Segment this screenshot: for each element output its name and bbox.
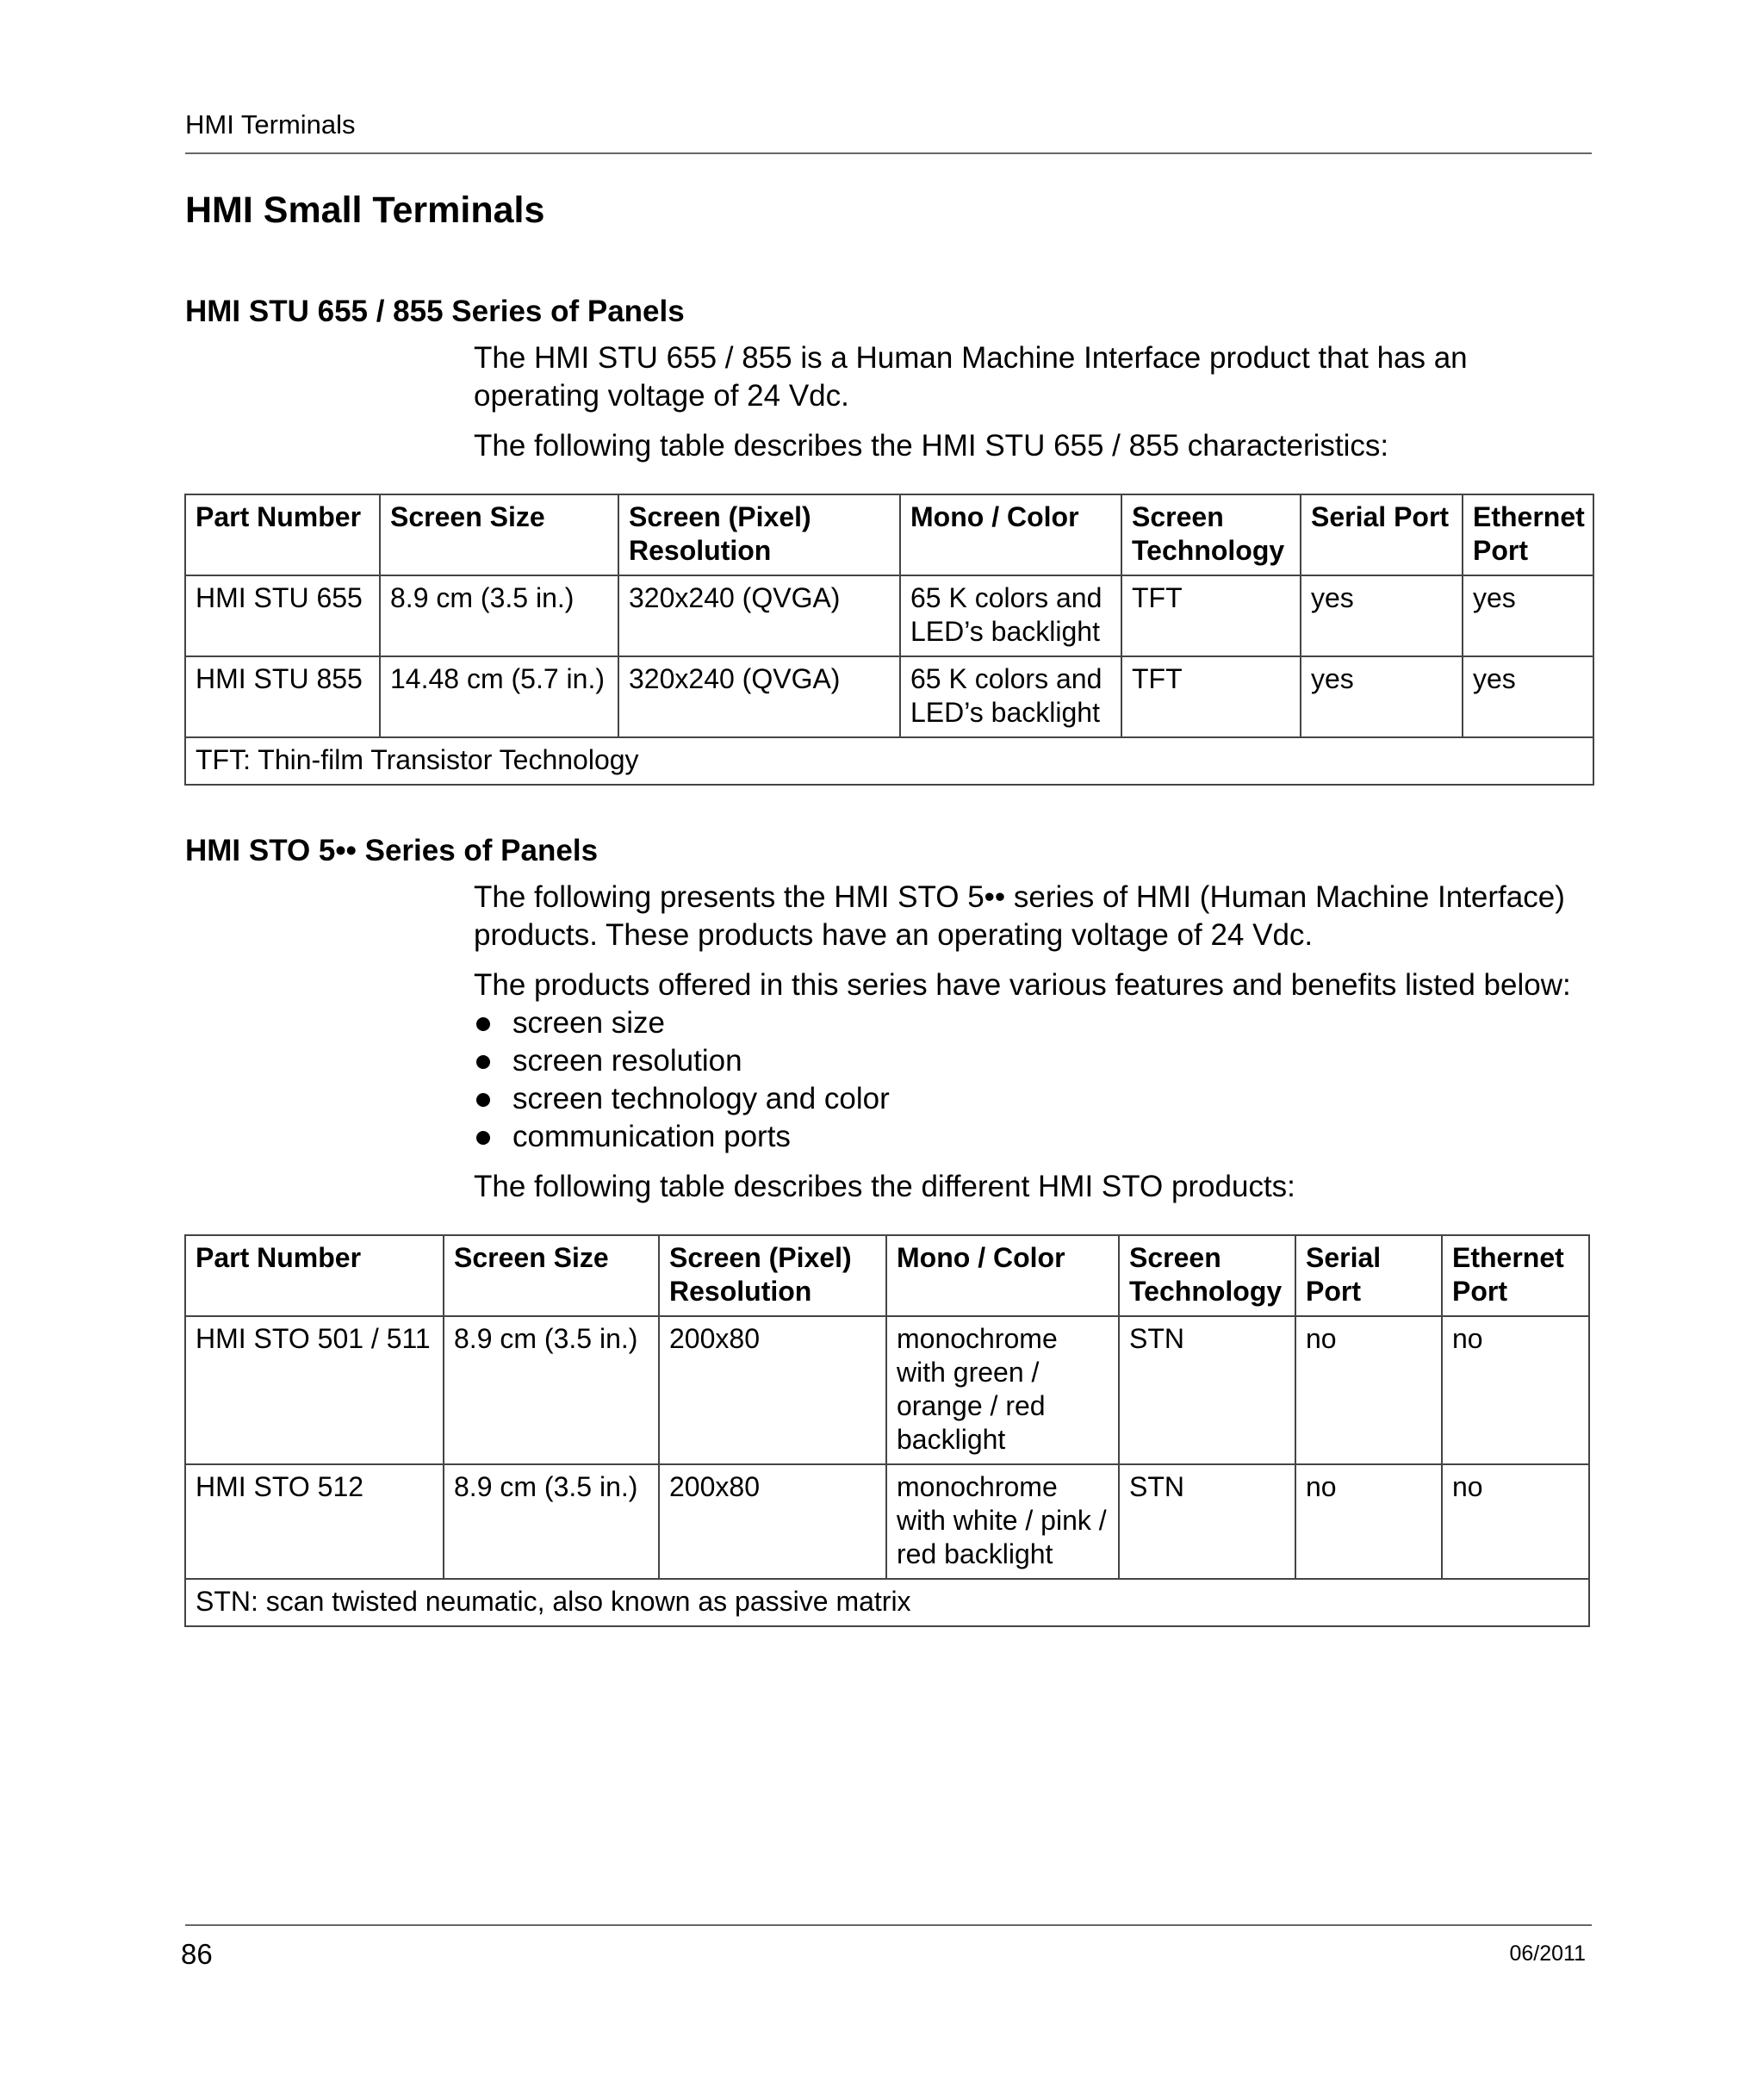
- sto-paragraph: The following presents the HMI STO 5•• series of HMI (Human Machine Interface) products. These products have an operating voltage of 24 Vdc.: [474, 880, 1565, 952]
- stu-paragraph: The following table describes the HMI STU 655 / 855 characteristics:: [474, 429, 1389, 463]
- table-cell: TFT: [1121, 575, 1301, 656]
- table-cell: 320x240 (QVGA): [618, 656, 900, 737]
- table-cell: 8.9 cm (3.5 in.): [380, 575, 618, 656]
- table-cell: 200x80: [659, 1316, 886, 1464]
- bullet-icon: [476, 1093, 490, 1107]
- table-header-row: [185, 494, 1593, 575]
- table-footnote: TFT: Thin-film Transistor Technology: [185, 737, 1593, 785]
- list-item-text: screen resolution: [512, 1044, 742, 1078]
- table-cell: HMI STO 512: [185, 1464, 444, 1579]
- bullet-icon: [476, 1017, 490, 1031]
- table-cell: 14.48 cm (5.7 in.): [380, 656, 618, 737]
- column-header: Screen (Pixel) Resolution: [659, 1235, 886, 1316]
- table-cell: TFT: [1121, 656, 1301, 737]
- column-header: Screen (Pixel) Resolution: [618, 494, 900, 575]
- page-date: 06/2011: [1509, 1942, 1586, 1966]
- bullet-icon: [476, 1131, 490, 1145]
- table-cell: yes: [1301, 575, 1463, 656]
- table-cell: no: [1295, 1316, 1442, 1464]
- sto-paragraph: The following table describes the different HMI STO products:: [474, 1170, 1295, 1203]
- table-cell: 8.9 cm (3.5 in.): [444, 1464, 659, 1579]
- column-header: Screen Technology: [1121, 494, 1301, 575]
- table-cell: HMI STU 855: [185, 656, 380, 737]
- stu-paragraph: The HMI STU 655 / 855 is a Human Machine Interface product that has an operating voltage of 24 Vdc.: [474, 341, 1468, 413]
- footer-divider: [185, 1924, 1592, 1926]
- bullet-icon: [476, 1055, 490, 1069]
- page-number: 86: [181, 1938, 213, 1970]
- column-header: Screen Size: [380, 494, 618, 575]
- table-header-row: [185, 1235, 1589, 1316]
- column-header: Part Number: [185, 494, 380, 575]
- column-header: Mono / Color: [900, 494, 1121, 575]
- list-item-text: screen size: [512, 1006, 666, 1040]
- table-cell: 320x240 (QVGA): [618, 575, 900, 656]
- table-cell: no: [1295, 1464, 1442, 1579]
- sto-section-heading: HMI STO 5•• Series of Panels: [185, 834, 599, 867]
- table-row: [185, 575, 1593, 656]
- list-item-text: screen technology and color: [512, 1082, 890, 1115]
- column-header: Serial Port: [1295, 1235, 1442, 1316]
- table-footnote: STN: scan twisted neumatic, also known as passive matrix: [185, 1579, 1589, 1626]
- table-cell: monochrome with white / pink / red backlight: [886, 1464, 1119, 1579]
- column-header: Ethernet Port: [1442, 1235, 1589, 1316]
- table-row: [185, 1316, 1589, 1464]
- table-footnote-row: [185, 1579, 1589, 1626]
- column-header: Ethernet Port: [1463, 494, 1593, 575]
- column-header: Mono / Color: [886, 1235, 1119, 1316]
- table-cell: yes: [1301, 656, 1463, 737]
- table-cell: HMI STU 655: [185, 575, 380, 656]
- table-cell: yes: [1463, 656, 1593, 737]
- running-header: HMI Terminals: [185, 109, 356, 140]
- table-cell: no: [1442, 1464, 1589, 1579]
- feature-list: [474, 1004, 1593, 1156]
- page-title: HMI Small Terminals: [185, 189, 545, 231]
- column-header: Screen Technology: [1119, 1235, 1295, 1316]
- list-item-text: communication ports: [512, 1120, 791, 1153]
- stu-characteristics-table: [184, 494, 1594, 786]
- list-item: [474, 1080, 1593, 1118]
- table-cell: 8.9 cm (3.5 in.): [444, 1316, 659, 1464]
- table-footnote-row: [185, 737, 1593, 785]
- stu-section-heading: HMI STU 655 / 855 Series of Panels: [185, 295, 685, 328]
- table-cell: 65 K colors and LED’s backlight: [900, 575, 1121, 656]
- list-item: [474, 1042, 1593, 1080]
- table-cell: no: [1442, 1316, 1589, 1464]
- column-header: Screen Size: [444, 1235, 659, 1316]
- table-cell: yes: [1463, 575, 1593, 656]
- column-header: Part Number: [185, 1235, 444, 1316]
- list-item: [474, 1004, 1593, 1042]
- table-cell: STN: [1119, 1316, 1295, 1464]
- table-cell: monochrome with green / orange / red backlight: [886, 1316, 1119, 1464]
- sto-intro: [474, 879, 1593, 1218]
- table-cell: HMI STO 501 / 511: [185, 1316, 444, 1464]
- table-cell: 65 K colors and LED’s backlight: [900, 656, 1121, 737]
- stu-intro: [474, 339, 1593, 477]
- sto-products-table: [184, 1234, 1590, 1627]
- list-item: [474, 1118, 1593, 1156]
- table-row: [185, 1464, 1589, 1579]
- sto-paragraph: The products offered in this series have various features and benefits listed below:: [474, 968, 1571, 1002]
- header-divider: [185, 152, 1592, 154]
- column-header: Serial Port: [1301, 494, 1463, 575]
- table-row: [185, 656, 1593, 737]
- table-cell: STN: [1119, 1464, 1295, 1579]
- table-cell: 200x80: [659, 1464, 886, 1579]
